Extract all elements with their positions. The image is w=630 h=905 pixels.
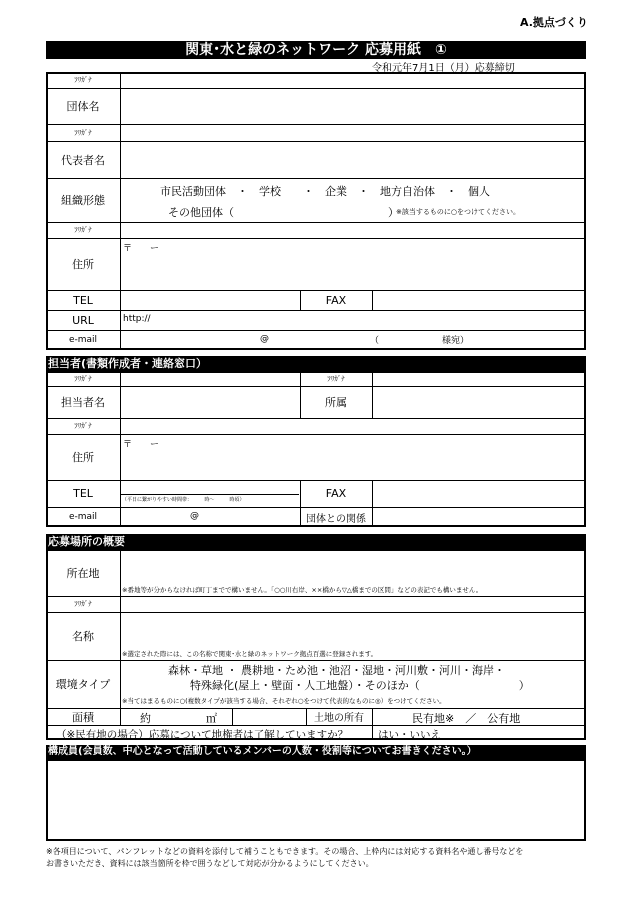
contact-tel-field[interactable]	[121, 481, 299, 493]
consent-options[interactable]: はい・いいえ	[378, 729, 441, 741]
org-type-note: ※該当するものに○をつけてください。	[396, 208, 520, 216]
rep-furigana-field[interactable]	[121, 125, 585, 140]
env-type-note: ※当てはまるものに○(複数タイプが該当する場合、それぞれ○をつけて代表的なものに◎）をつけてください。	[122, 697, 446, 705]
footer-note-line2: お書きいただき、資料には該当箇所を枠で囲うなどして対応が分かるようにしてください。	[46, 859, 374, 868]
contact-tel-label: TEL	[73, 487, 93, 500]
org-furigana-label: ﾌﾘｶﾞﾅ	[74, 76, 92, 84]
org-url-prefix: http://	[123, 314, 151, 324]
members-section-title: 構成員(会員数、中心となって活動しているメンバーの人数・役割等についてお書きください。）	[46, 745, 586, 759]
members-field[interactable]	[46, 759, 586, 841]
contact-section-title: 担当者(書類作成者・連絡窓口）	[46, 356, 586, 371]
contact-email-label: e-mail	[68, 512, 98, 522]
org-fax-label: FAX	[325, 293, 347, 307]
dept-label: 所属	[325, 396, 347, 409]
person-label: 担当者名	[61, 396, 105, 409]
dept-furigana-label: ﾌﾘｶﾞﾅ	[327, 374, 345, 383]
org-email-field[interactable]	[121, 331, 585, 349]
site-section-title: 応募場所の概要	[46, 534, 586, 549]
relation-field[interactable]	[373, 508, 585, 526]
contact-furigana-field[interactable]	[121, 372, 299, 385]
site-furigana-field[interactable]	[121, 597, 585, 611]
org-type-other[interactable]: その他団体（ ）	[168, 206, 399, 219]
owner-label: 土地の所有	[314, 713, 364, 724]
org-postal-mark: 〒 ー	[123, 244, 160, 254]
org-type-options[interactable]: 市民活動団体 ・ 学校 ・ 企業 ・ 地方自治体 ・ 個人	[160, 185, 490, 198]
site-name-label: 名称	[72, 630, 94, 643]
owner-options[interactable]: 民有地※ ／ 公有地	[412, 712, 521, 725]
org-tel-label: TEL	[73, 293, 93, 307]
site-name-note: ※選定された際には、この名称で関東･水と緑のネットワーク拠点百選に登録されます。	[122, 650, 378, 658]
group-name-label: 団体名	[66, 100, 100, 113]
env-type-line1[interactable]: 森林・草地 ・ 農耕地・ため池・池沼・湿地・河川敷・河川・海岸・	[168, 664, 505, 677]
rep-furigana-label: ﾌﾘｶﾞﾅ	[74, 128, 92, 137]
org-address-field[interactable]	[121, 252, 585, 289]
org-email-label: e-mail	[68, 335, 98, 345]
group-name-field[interactable]	[121, 89, 585, 123]
relation-label: 団体との関係	[306, 513, 366, 525]
org-address-label: 住所	[72, 258, 94, 271]
contact-address-label: 住所	[72, 451, 94, 464]
rep-name-label: 代表者名	[61, 153, 105, 167]
site-furigana-label: ﾌﾘｶﾞﾅ	[74, 600, 92, 608]
contact-fax-field[interactable]	[373, 481, 585, 506]
org-email-dear: （ 様宛）	[370, 336, 470, 346]
location-label: 所在地	[66, 566, 100, 580]
location-field[interactable]	[121, 550, 585, 582]
address-furigana-label: ﾌﾘｶﾞﾅ	[74, 226, 92, 234]
contact-postal-mark: 〒 ー	[123, 440, 160, 450]
dept-field[interactable]	[373, 387, 585, 417]
location-note: ※番地等が分からなければ町丁までで構いません。「○○川右岸、××橋から▽△橋までの区間」などの表記でも構いません。	[122, 586, 483, 594]
rep-name-field[interactable]	[121, 142, 585, 177]
deadline-text: 令和元年7月1日（月）応募締切	[372, 63, 515, 74]
site-name-field[interactable]	[121, 613, 585, 646]
contact-addr-furigana-field[interactable]	[121, 419, 585, 433]
org-fax-field[interactable]	[373, 291, 585, 309]
org-email-at: @	[260, 334, 269, 344]
contact-addr-furigana-label: ﾌﾘｶﾞﾅ	[74, 422, 92, 430]
org-tel-field[interactable]	[121, 291, 299, 309]
contact-furigana-label: ﾌﾘｶﾞﾅ	[74, 374, 92, 383]
env-type-label: 環境タイプ	[55, 678, 111, 691]
area-value[interactable]: 約 ㎡	[140, 712, 217, 725]
person-field[interactable]	[121, 387, 299, 417]
group-furigana-field[interactable]	[121, 73, 585, 87]
form-title: 関東･水と緑のネットワーク 応募用紙 ①	[46, 41, 586, 59]
consent-question: （※民有地の場合）応募について地権者は了解していますか？	[56, 729, 349, 741]
area-label: 面積	[72, 710, 94, 724]
org-url-field[interactable]	[160, 311, 585, 329]
org-type-label: 組織形態	[61, 194, 105, 207]
org-url-label: URL	[72, 313, 94, 327]
contact-email-at: @	[190, 511, 199, 521]
contact-fax-label: FAX	[325, 487, 347, 500]
contact-tel-note: （平日に繋がりやすい時間帯： 時～ 時頃）	[122, 497, 245, 503]
contact-email-field[interactable]	[121, 508, 299, 526]
env-type-line2[interactable]: 特殊緑化(屋上・壁面・人工地盤）・そのほか（ ）	[190, 679, 530, 692]
footer-note-line1: ※各項目について、パンフレットなどの資料を添付して補うこともできます。その場合、上枠内には対応する資料名や通し番号などを	[46, 847, 524, 856]
contact-address-field[interactable]	[121, 448, 585, 479]
dept-furigana-field[interactable]	[373, 372, 585, 385]
address-furigana-field[interactable]	[121, 223, 585, 237]
category-tag: A.拠点づくり	[520, 16, 588, 29]
